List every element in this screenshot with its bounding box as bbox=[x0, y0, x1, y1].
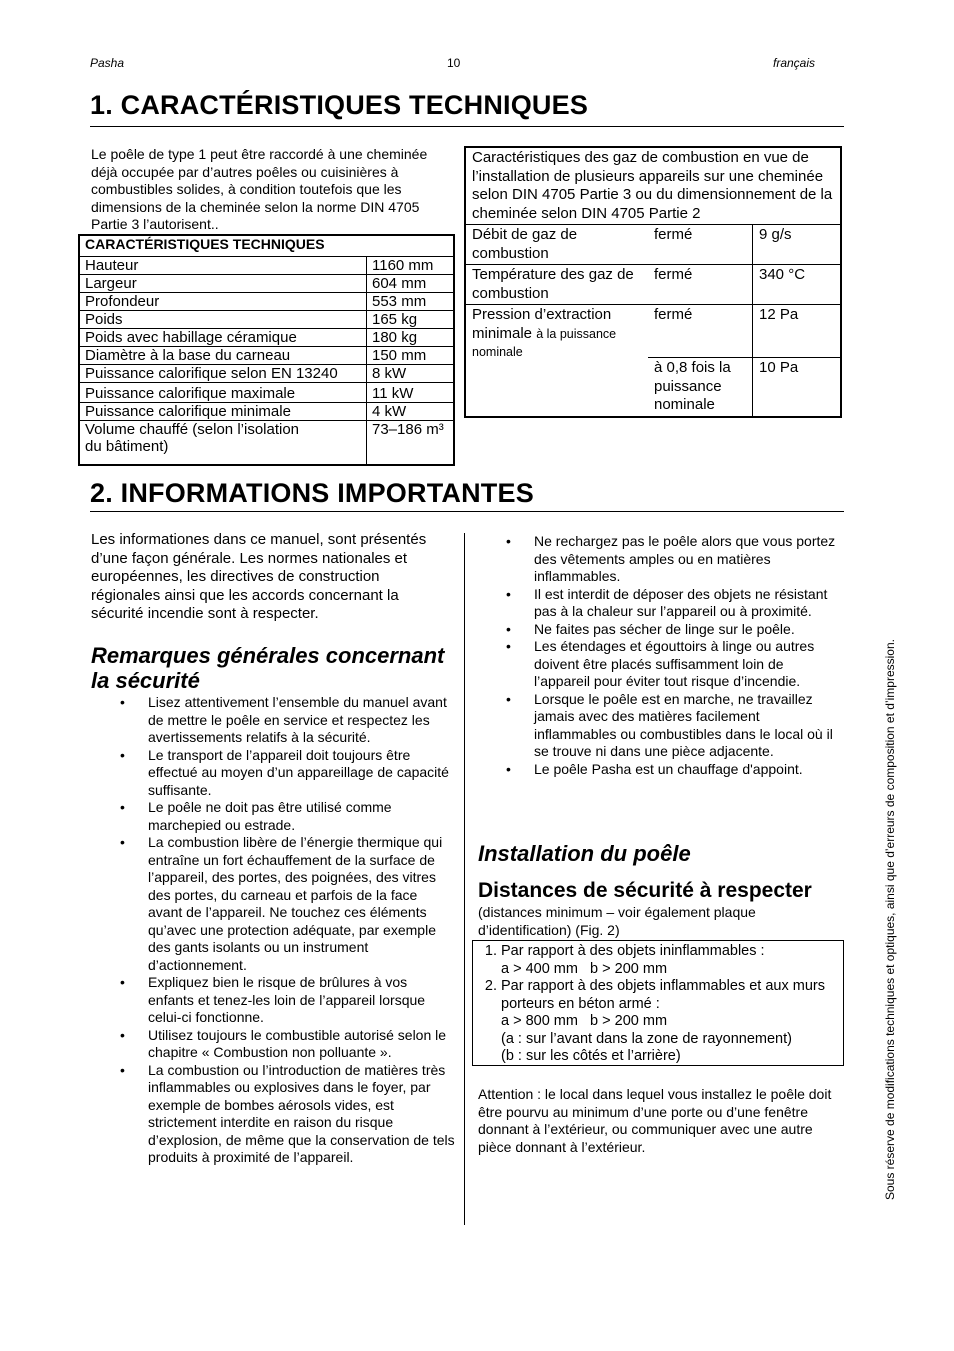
flue-gas-table bbox=[464, 146, 842, 418]
spec-table bbox=[78, 234, 455, 466]
list-item: • Le poêle Pasha est un chauffage d'appoint. bbox=[534, 761, 842, 779]
section1-title: 1. CARACTÉRISTIQUES TECHNIQUES bbox=[90, 90, 589, 120]
spec-row: Volume chauffé (selon l’isolation du bâtiment) 73–186 m³ bbox=[79, 421, 454, 466]
section2-intro: Les informationes dans ce manuel, sont présentés d’une façon générale. Les normes nationales et européennes, les directives de construction régionales ainsi que les accords concernant la sécurité incendie sont à respecter. bbox=[91, 531, 427, 622]
gas-heading: Caractéristiques des gaz de combustion en vue de l’installation de plusieurs appareils sur une cheminée selon DIN 4705 Partie 3 ou du dimensionnement de la cheminée selon DIN 4705 Partie 2 bbox=[465, 147, 841, 225]
section2-title: 2. INFORMATIONS IMPORTANTES bbox=[90, 478, 534, 508]
safety-list-right bbox=[534, 533, 842, 778]
spec-row: Hauteur 1160 mm bbox=[79, 257, 454, 275]
section1-rule bbox=[90, 126, 844, 127]
distances-title: Distances de sécurité à respecter bbox=[478, 879, 812, 902]
list-item: • Le transport de l’appareil doit toujours être effectué au moyen d’un appareillage de capacité suffisante. bbox=[148, 747, 455, 800]
safety-title: Remarques générales concernant la sécurité bbox=[91, 643, 445, 693]
safety-list bbox=[148, 694, 455, 1167]
header-left: Pasha bbox=[90, 56, 125, 70]
section2-rule bbox=[90, 511, 844, 512]
list-item: • Expliquez bien le risque de brûlures à vos enfants et tenez-les loin de l’appareil lorsque celui-ci fonctionne. bbox=[148, 974, 455, 1027]
list-item: • La combustion ou l’introduction de matières très inflammables ou explosives dans le foyer, par exemple de bombes aérosols vides, est strictement interdite en raison du risque d’explosion, de même que la conservation de tels produits à proximité de l’appareil. bbox=[148, 1062, 455, 1167]
list-item: • Ne faites pas sécher de linge sur le poêle. bbox=[534, 621, 842, 639]
list-item: • Ne rechargez pas le poêle alors que vous portez des vêtements amples ou en matières inflammables. bbox=[534, 533, 842, 586]
attention-note: Attention : le local dans lequel vous installez le poêle doit être pourvu au minimum d’une porte ou d’une fenêtre donnant à l’extérieur, ou communiquer avec une autre pièce donnant à l’extérieur. bbox=[478, 1086, 832, 1155]
section1-intro: Le poêle de type 1 peut être raccordé à une cheminée déjà occupée par d’autres poêles ou cuisinières à combustibles solides, à condition toutefois que les dimensions de la cheminée selon la norme DIN 4705 Partie 3 l’autorisent.. bbox=[91, 146, 428, 232]
gas-row: Température des gaz de combustion fermé 340 °C bbox=[465, 265, 841, 305]
list-item: • Lisez attentivement l’ensemble du manuel avant de mettre le poêle en service et respectez les avertissements relatifs à la sécurité. bbox=[148, 694, 455, 747]
column-divider bbox=[464, 533, 465, 1225]
spec-row: Puissance calorifique maximale 11 kW bbox=[79, 383, 454, 403]
spec-row: Diamètre à la base du carneau 150 mm bbox=[79, 347, 454, 365]
gas-row: Pression d’extraction minimale à la puissance nominale fermé 12 Pa bbox=[465, 305, 841, 358]
list-item: • Le poêle ne doit pas être utilisé comme marchepied ou estrade. bbox=[148, 799, 455, 834]
header-right: français bbox=[773, 56, 816, 70]
distances-subtitle: (distances minimum – voir également plaque d’identification) (Fig. 2) bbox=[478, 904, 756, 938]
list-item: • Lorsque le poêle est en marche, ne travaillez jamais avec des matières facilement inflammables ou combustibles dans le local où il se trouve ni dans une pièce adjacente. bbox=[534, 691, 842, 761]
spec-row: Poids avec habillage céramique 180 kg bbox=[79, 329, 454, 347]
distance-item: 2. Par rapport à des objets inflammables et aux murs porteurs en béton armé : a > 800 mm b > 200 mm (a : sur l’avant dans la zone de rayonnement) (b : sur les côtés et l’arrière) bbox=[501, 978, 843, 1066]
list-item: • Les étendages et égouttoirs à linge ou autres doivent être placés suffisamment loin de l’appareil pour éviter tout risque d’incendie. bbox=[534, 638, 842, 691]
spec-row: Largeur 604 mm bbox=[79, 275, 454, 293]
distance-item: 1. Par rapport à des objets ininflammables : a > 400 mm b > 200 mm bbox=[501, 943, 843, 978]
spec-row: Puissance calorifique minimale 4 kW bbox=[79, 403, 454, 421]
list-item: • Il est interdit de déposer des objets ne résistant pas à la chaleur sur l’appareil ou à proximité. bbox=[534, 586, 842, 621]
distances-box bbox=[472, 940, 844, 1066]
list-item: • Utilisez toujours le combustible autorisé selon le chapitre « Combustion non polluante ». bbox=[148, 1027, 455, 1062]
page-number: 10 bbox=[447, 56, 461, 70]
gas-row: Débit de gaz de combustion fermé 9 g/s bbox=[465, 225, 841, 265]
gas-row: à 0,8 fois la puissance nominale 10 Pa bbox=[465, 358, 841, 417]
list-item: • La combustion libère de l’énergie thermique qui entraîne un fort échauffement de la surface de l’appareil, des portes, des poignées, des vitres des portes, du carneau et parfois de la face avant de l’appareil. Ne touchez ces éléments qu’avec une protection adéquate, par exemple des gants isolants ou un instrument d’actionnement. bbox=[148, 834, 455, 974]
side-note: Sous réserve de modifications techniques et optiques, ainsi que d’erreurs de composition et d’impression. bbox=[883, 639, 897, 1200]
spec-row: Profondeur 553 mm bbox=[79, 293, 454, 311]
spec-row: Poids 165 kg bbox=[79, 311, 454, 329]
spec-row: Puissance calorifique selon EN 13240 8 kW bbox=[79, 365, 454, 383]
install-title: Installation du poêle bbox=[478, 841, 691, 866]
spec-heading: CARACTÉRISTIQUES TECHNIQUES bbox=[79, 235, 454, 257]
